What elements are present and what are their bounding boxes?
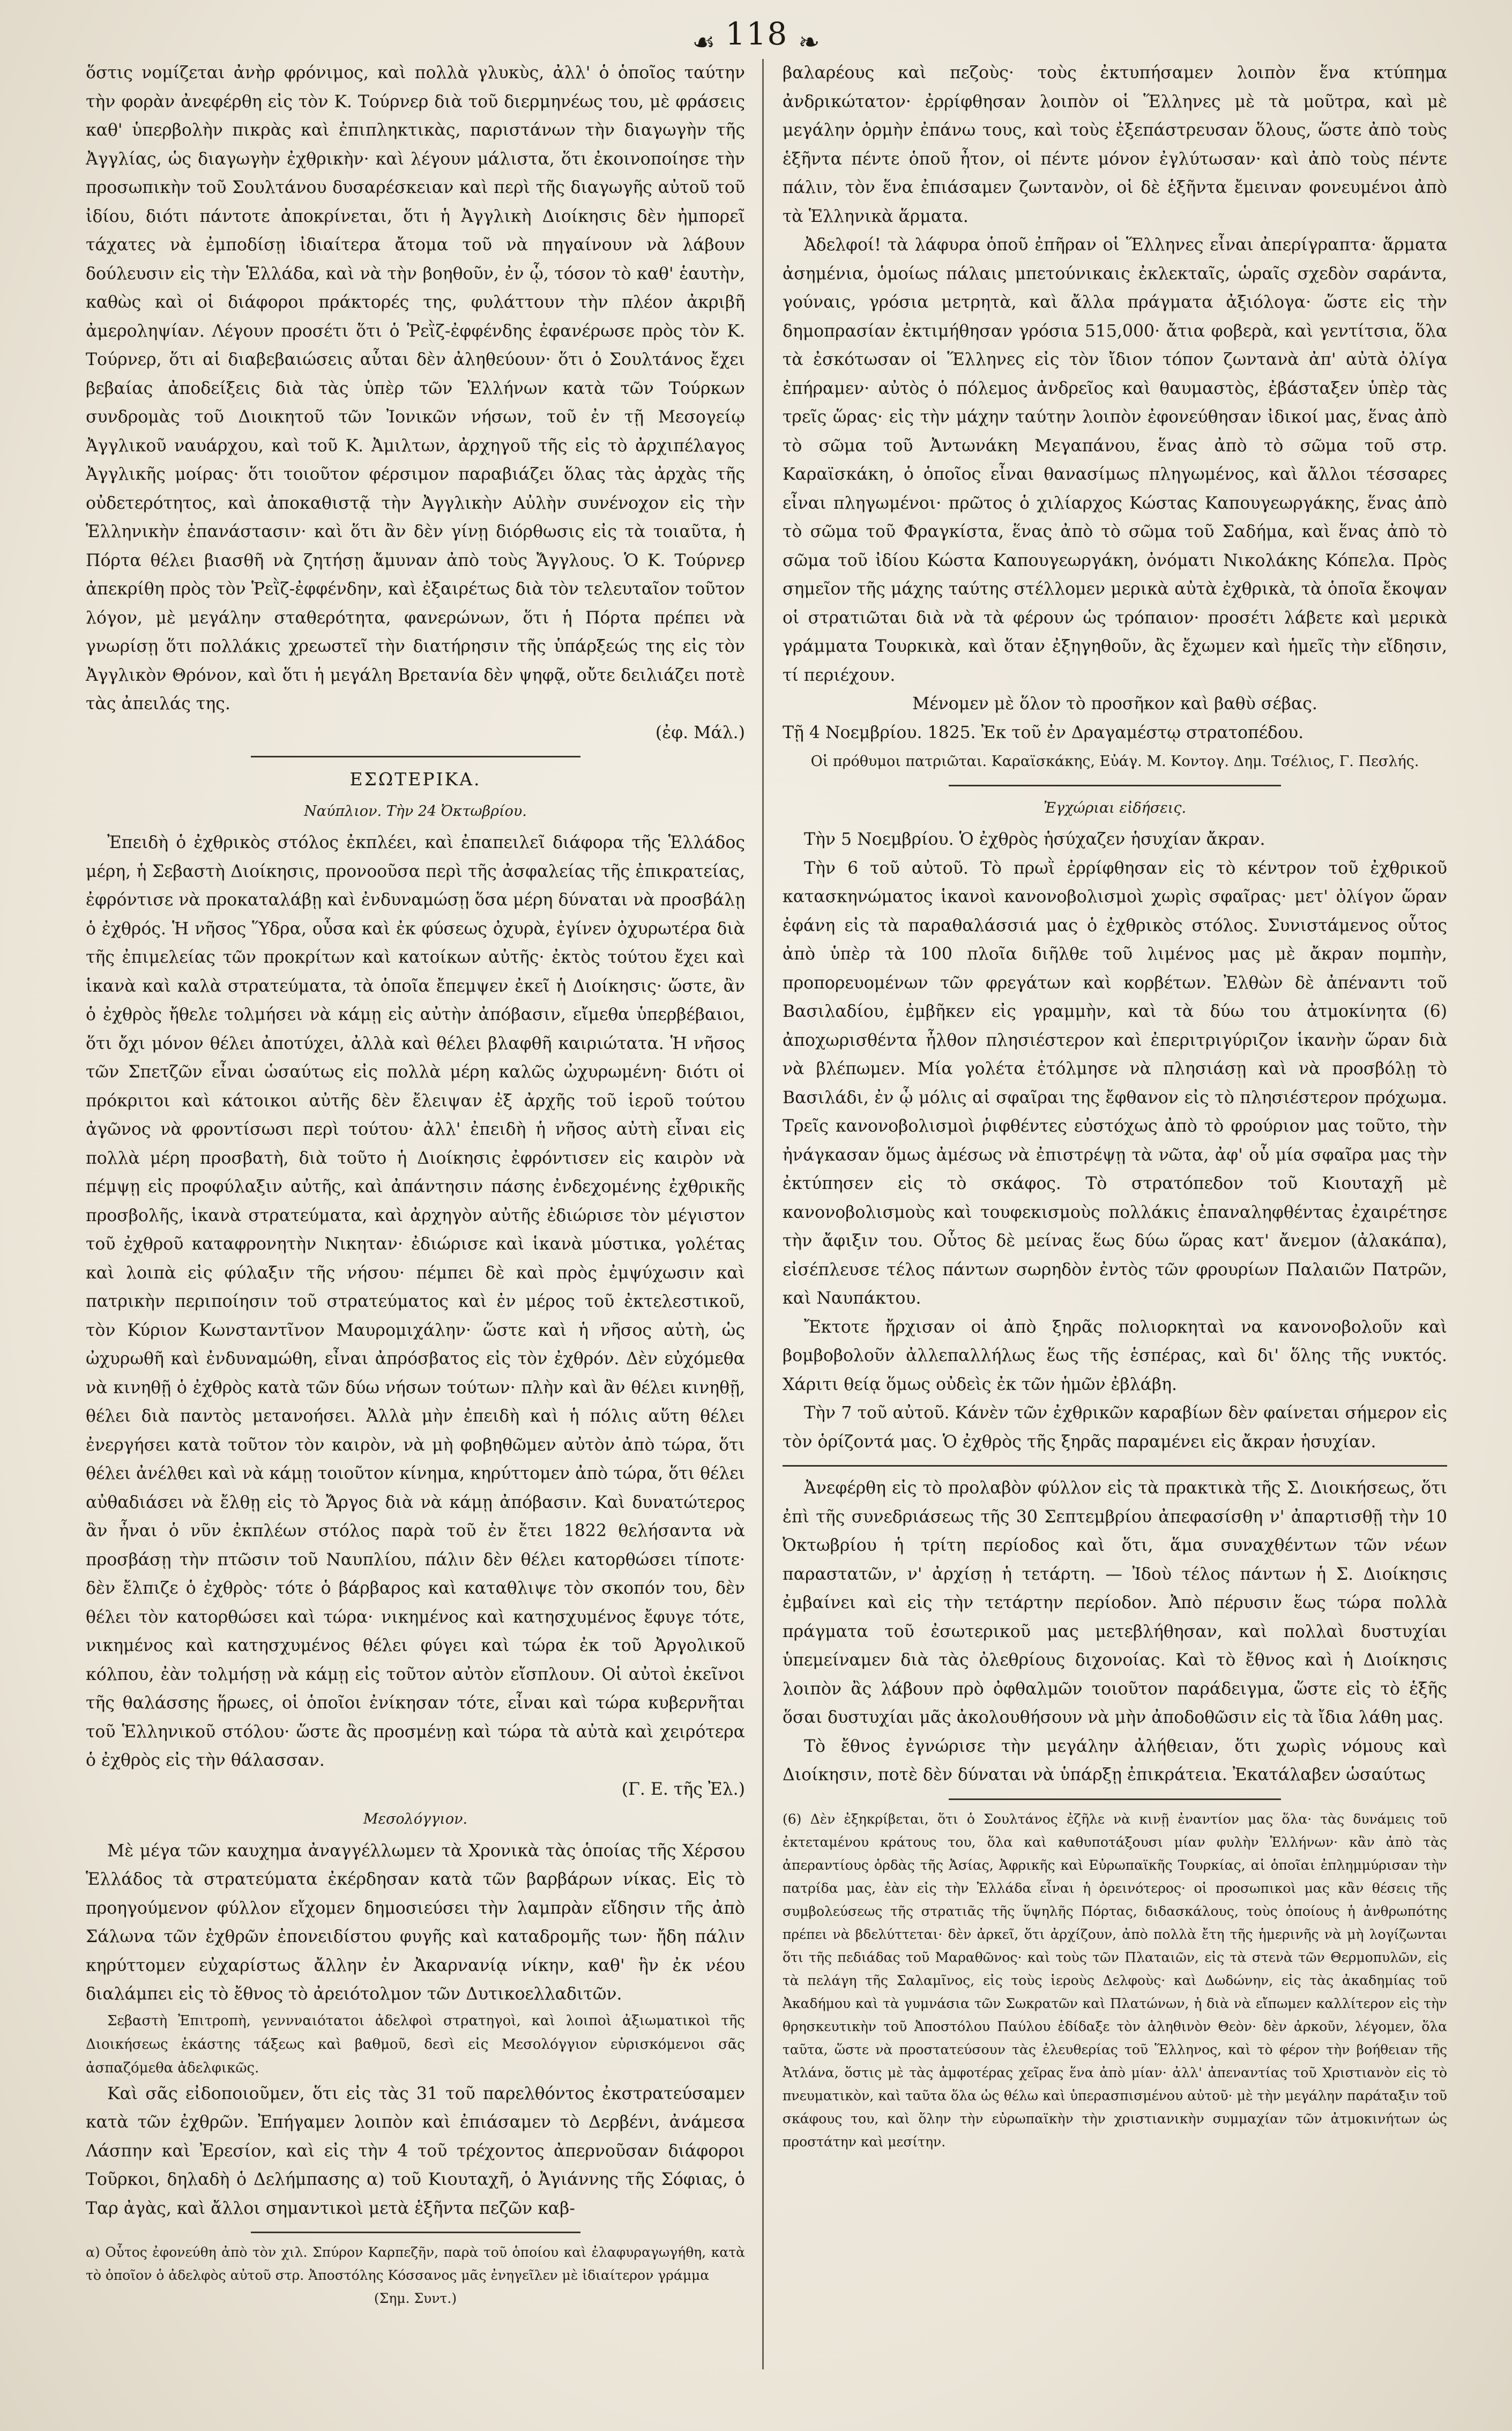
news-nov-7: Τὴν 7 τοῦ αὐτοῦ. Κάνὲν τῶν ἐχθρικῶν καραβίων δὲν φαίνεται σήμερον εἰς τὸν ὁρίζοντά μας. Ὁ ἐχθρὸς τῆς ξηρᾶς παραμένει εἰς ἄκραν ἡσυχίαν.: [783, 1403, 1447, 1452]
footnote-a: α) Οὗτος ἐφονεύθη ἀπὸ τὸν χιλ. Σπύρον Καρπεζῆν, παρὰ τοῦ ὁποίου καὶ ἐλαφυραγωγήθη, κατὰ τὸ ὁποῖον ὁ ἀδελφὸς αὐτοῦ στρ. Ἀποστόλης Κόσσανος μᾶς ἐνηγεῖλεν μὲ ἰδιαίτερον γράμμα: [86, 2244, 745, 2283]
left-ornament-icon: ☙: [692, 27, 716, 57]
dateline-nafplio: Ναύπλιον. Τὴν 24 Ὀκτωβρίου.: [304, 802, 527, 820]
section-title-interior: ΕΣΩΤΕΡΙΚΑ.: [349, 769, 481, 790]
page-number: 118: [725, 16, 788, 52]
letter-continued-text: βαλαρέους καὶ πεζοὺς· τοὺς ἐκτυπήσαμεν λοιπὸν ἕνα κτύπημα ἀνδρικώτατον· ἐρρίφθησαν λοιπὸν οἱ Ἕλληνες μὲ τὰ μοῦτρα, καὶ μὲ μεγάλην ὁρμὴν ἐπάνω τους, καὶ τοὺς ἐξεπάστρευσαν ὅλους, ὥστε ἀπὸ τοὺς ἑξῆντα πέντε ὁποῦ ἦτον, οἱ πέντε μόνον ἐγλύτωσαν· καὶ ἀπὸ τοὺς πέντε πάλιν, τὸν ἕνα ἐπιάσαμεν ζωντανὸν, οἱ δὲ ἑξῆντα ἔμειναν φονευμένοι ἀπὸ τὰ Ἑλληνικὰ ἅρματα.: [783, 63, 1447, 226]
source-signature: (ἐφ. Μάλ.): [655, 723, 745, 742]
footnote-divider: [949, 1798, 1281, 1800]
article-nafplio-text: Ἐπειδὴ ὁ ἐχθρικὸς στόλος ἐκπλέει, καὶ ἐπαπειλεῖ διάφορα τῆς Ἑλλάδος μέρη, ἡ Σεβαστὴ Διοίκησις, προνοοῦσα περὶ τῆς ἀσφαλείας τῆς ἐπικρατείας, ἐφρόντισε νὰ προκαταλάβῃ καὶ ἐνδυναμώσῃ ὅσα μέρη δύναται νὰ προσβάλῃ ὁ ἐχθρός. Ἡ νῆσος Ὕδρα, οὖσα καὶ ἐκ φύσεως ὀχυρὰ, ἐγίνεν ὀχυρωτέρα διὰ τῆς ἐπιμελείας τῶν προκρίτων καὶ κατοίκων αὐτῆς· ἐκτὸς τούτου ἔχει καὶ ἱκανὰ καὶ καλὰ στρατεύματα, τὰ ὁποῖα ἔπεμψεν ἐκεῖ ἡ Διοίκησις· ὥστε, ἂν ὁ ἐχθρὸς ἤθελε τολμήσει νὰ κάμῃ εἰς αὐτὴν ἀπόβασιν, εἴμεθα ὑπερβέβαιοι, ὅτι ὄχι μόνον θέλει ἀποτύχει, ἀλλὰ καὶ θέλει βλαφθῆ καιριώτατα. Ἡ νῆσος τῶν Σπετζῶν εἶναι ὡσαύτως εἰς πολλὰ μέρη καλῶς ὠχυρωμένη· διότι οἱ πρόκριτοι καὶ κάτοικοι αὐτῆς δὲν ἔλειψαν ἐξ ἀρχῆς τοῦ ἱεροῦ τούτου ἀγῶνος νὰ φροντίσωσι περὶ τούτου· ἀλλ' ἐπειδὴ ἡ νῆσος αὐτὴ εἶναι εἰς πολλὰ μέρη προσβατὴ, διὰ τοῦτο ἡ Διοίκησις ἐφρόντισεν εἰς καιρὸν νὰ πέμψῃ εἰς προφύλαξιν αὐτῆς, καὶ ἀπάντησιν πάσης ἐνδεχομένης ἐχθρικῆς προσβολῆς, ἱκανὰ στρατεύματα, καὶ ἀρχηγὸν αὐτῆς ἐδιώρισε τὸν μέγιστον τοῦ ἐχθροῦ καταφρονητὴν Νικηταν· ἐδιώρισε καὶ ἱκανὰ μύστικα, γολέτας καὶ λοιπὰ εἰς φύλαξιν τῆς νήσου· πέμπει δὲ καὶ πρὸς ἐμψύχωσιν καὶ πατρικὴν περιποίησιν τοῦ στρατεύματος καὶ ἐν μέρος τοῦ ἐκτελεστικοῦ, τὸν Κύριον Κωνσταντῖνον Μαυρομιχάλην· ὥστε καὶ ἡ νῆσος αὐτὴ, ὡς ὠχυρωθῆ καὶ ἐνδυναμώθη, εἶναι ἀπρόσβατος εἰς τὸν ἐχθρόν. Δὲν εὐχόμεθα νὰ κινηθῇ ὁ ἐχθρὸς κατὰ τῶν δύω νήσων τούτων· πλὴν καὶ ἂν θέλει κινηθῇ, θέλει διὰ παντὸς μετανοήσει. Ἀλλὰ μὴν ἐπειδὴ καὶ ἡ πόλις αὕτη θέλει ἐνεργήσει κατὰ τοῦτον τὸν καιρὸν, νὰ μὴ φοβηθῶμεν αὐτὸν ἀπὸ τώρα, ὅτι θέλει ἀνέλθει καὶ νὰ κάμῃ τοιοῦτον κίνημα, κηρύττομεν ἀπὸ τώρα, ὅτι θέλει αὐθαδιάσει νὰ ἔλθῃ εἰς τὸ Ἄργος διὰ νὰ κάμῃ ἀπόβασιν. Καὶ δυνατώτερος ἂν ἦναι ὁ νῦν ἐκπλέων στόλος παρὰ τοῦ ἐν ἔτει 1822 θελήσαντα νὰ προσβάσῃ τὴν πτῶσιν τοῦ Ναυπλίου, πάλιν δὲν θέλει κατορθώσει τίποτε· δὲν ἔλπιζε ὁ ἐχθρὸς· τότε ὁ βάρβαρος καὶ καταθλιψε τὸν σκοπόν του, δὲν θέλει τὸν κατορθώσει καὶ τώρα· νικημένος καὶ κατησχυμένος ἔφυγε τότε, νικημένος καὶ κατησχυμένος θέλει φύγει καὶ τώρα ἐκ τοῦ Ἀργολικοῦ κόλπου, ἐὰν τολμήσῃ νὰ κάμῃ εἰς τοῦτον αὐτὸν εἴσπλουν. Οἱ αὐτοὶ ἐκεῖνοι τῆς θαλάσσης ἥρωες, οἱ ὁποῖοι ἐνίκησαν τότε, εἶναι καὶ τώρα κυβερνῆται τοῦ Ἑλληνικοῦ στόλου· ὥστε ἂς προσμένῃ καὶ τώρα τὰ αὐτὰ καὶ χειρότερα ὁ ἐχθρὸς εἰς τὴν θάλασσαν.: [86, 833, 745, 1770]
letter-signatories: Οἱ πρόθυμοι πατριῶται. Καραϊσκάκης, Εὐάγ. Μ. Κοντογ. Δημ. Τσέλιος, Γ. Πεσλής.: [810, 753, 1419, 770]
footnote-6: (6) Δὲν ἐξηκρίβεται, ὅτι ὁ Σουλτάνος ἐζῆλε νὰ κινῇ ἐναντίον μας ὅλα· τὰς δυνάμεις τοῦ ἐκτεταμένου κράτους του, ὅλα καὶ καθυποτάξουσι μίαν φυλὴν Ἑλλήνων· κἂν ἀπὸ τὰς ἀπεραντίους ὁρδὰς τῆς Ἀσίας, Ἀφρικῆς καὶ Εὐρωπαϊκῆς Τουρκίας, αἱ ὁποῖαι ἐπλημμύρισαν τὴν πατρίδα μας, ἐὰν εἰς τὴν Ἑλλάδα εἶναι ἡ ὀρεινότερος· οἱ προσωπικοὶ μας κἂν θέσεις τῆς συμβολεύσεως τῆς στρατιᾶς τῆς ὕψηλῆς Πόρτας, διδασκάλους, τοὺς ὁποίους ἡ ἀνθρωπότης πρέπει νὰ βδελύττεται· δὲν ἀρκεῖ, ὅτι ἀρχίζουν, ἀπὸ πολλὰ ἔτη τῆς ἡμερινῆς νὰ μὴ λογίζωνται ὅτι τῆς πεδιάδας τοῦ Μαραθῶνος· καὶ τοὺς τῶν Πλαταιῶν, εἰς τὰ στενὰ τῶν Θερμοπυλῶν, εἰς τὰ πελάγη τῆς Σαλαμῖνος, εἰς τοὺς ἱεροὺς Δελφοὺς· καὶ Δωδώνην, εἰς τὰς ἀκαδημίας τοῦ Ἀκαδήμου καὶ τὰ γυμνάσια τῶν Σωκρατῶν καὶ Πλατώνων, ἡ διὰ νὰ εἴπωμεν καλλίτερον εἰς τὴν θρησκευτικὴν τοῦ Ἀποστόλου Παύλου ἐδίδαξε τὸν ἀληθινὸν Θεὸν· δὲν ἀρκοῦν, λέγομεν, ὅλα ταῦτα, ὥστε νὰ προστατεύσουν τὰς ἐλευθερίας τοῦ Ἕλληνος, καὶ τὸ φέρον τὴν βοήθειαν τῆς Ἀτλάνα, ὅστις μὲ τὰς ἀμφοτέρας χεῖρας ἕνα ἀπὸ μίαν· ἀλλ' ἀπεναντίας τοῦ Χριστιανὸν εἰς τὸ πνευματικὸν, καὶ ταῦτα ὅλα ὡς θέλω καὶ ὑπερασπισμένου αὐτοῦ· μὲ τὴν μεγάλην παράταξιν τοῦ σκάφους του, καὶ ὅλην τὴν εὐρωπαϊκὴν τὴν χριστιανικὴν συμμαχίαν τῶν ἀτμοκινήτων ὡς προστάτην καὶ μεσίτην.: [783, 1811, 1447, 2150]
source-signature: (Γ. Ε. τῆς Ἐλ.): [621, 1779, 745, 1799]
letter-text: Καὶ σᾶς εἰδοποιοῦμεν, ὅτι εἰς τὰς 31 τοῦ παρελθόντος ἐκστρατεύσαμεν κατὰ τῶν ἐχθρῶν. Ἐπήγαμεν λοιπὸν καὶ ἐπιάσαμεν τὸ Δερβένι, ἀνάμεσα Λάσπην καὶ Ἐρεσίον, καὶ εἰς τὴν 4 τοῦ τρέχοντος ἀπερνοῦσαν διάφοροι Τοῦρκοι, δηλαδὴ ὁ Δελήμπασης α) τοῦ Κιουταχῆ, ὁ Ἀγιάννης τῆς Σόφιας, ὁ Ταρ ἀγὰς, καὶ ἄλλοι σημαντικοὶ μετὰ ἑξῆντα πεζῶν καβ-: [86, 2084, 745, 2218]
page-header: [0, 10, 1512, 58]
news-nov-6: Τὴν 6 τοῦ αὐτοῦ. Τὸ πρωῒ ἐρρίφθησαν εἰς τὸ κέντρον τοῦ ἐχθρικοῦ κατασκηνώματος ἱκανοὶ κανονοβολισμοὶ χωρὶς σφαῖρας· μετ' ὀλίγον ὥραν ἐφάνη εἰς τὰ παραθαλάσσιά μας ὁ ἐχθρικὸς στόλος. Συνιστάμενος οὗτος ἀπὸ ὑπὲρ τὰ 100 πλοῖα διῆλθε τοῦ λιμένος μας μὲ ἄκραν πομπὴν, προπορευομένων τῶν φρεγάτων καὶ κορβέτων. Ἐλθὼν δὲ ἀπέναντι τοῦ Βασιλαδίου, ἐμβῆκεν εἰς γραμμὴν, καὶ τὰ δύω του ἀτμοκίνητα (6) ἀποχωρισθέντα ἦλθον πλησιέστερον καὶ ἐπεριτριγύριζον ἱκανὴν ὥραν διὰ νὰ βλέπωμεν. Μία γολέτα ἐτόλμησε νὰ πλησιάσῃ καὶ νὰ προσβόλῃ τὸ Βασιλάδι, ἐν ᾧ μόλις αἱ σφαῖραι της ἔφθανον εἰς τὸ πλησιέστερον πρόχωμα. Τρεῖς κανονοβολισμοὶ ῥιφθέντες εὐστόχως ἀπὸ τὸ φρούριον μας τοῦτο, τὴν ἠνάγκασαν ὅμως ἀμέσως νὰ ἐπιστρέψῃ τὰ νῶτα, ἀφ' οὗ μία σφαῖρα μας τὴν ἐκτύπησεν εἰς τὸ σκάφος. Τὸ στρατόπεδον τοῦ Κιουταχῆ μὲ κανονοβολισμοὺς καὶ τουφεκισμοὺς πολλάκις ἐπαναληφθέντας ἐχαιρέτησε τὴν ἄφιξιν του. Οὗτος δὲ μείνας ἕως δύω ὥρας κατ' ἄνεμον (ἀλακάπα), εἰσέπλευσε τέλος πάντων σωρηδὸν ἐντὸς τῶν φρουρίων Παλαιῶν Πατρῶν, καὶ Ναυπάκτου.: [783, 858, 1447, 1308]
left-column: [86, 59, 745, 2310]
letter-closing: Μένομεν μὲ ὅλον τὸ προσῆκον καὶ βαθὺ σέβας.: [912, 694, 1317, 713]
letter-signoff-date: Τῇ 4 Νοεμβρίου. 1825. Ἐκ τοῦ ἐν Δραγαμέστῳ στρατοπέδου.: [783, 723, 1304, 742]
news-bombardment: Ἔκτοτε ἤρχισαν οἱ ἀπὸ ξηρᾶς πολιορκηταὶ να κανονοβολοῦν καὶ βομβοβολοῦν ἀλλεπαλλήλως ἕως τῆς ἑσπέρας, καὶ δι' ὅλης τῆς νυκτός. Χάριτι θείᾳ ὅμως οὐδεὶς ἐκ τῶν ἡμῶν ἐβλάβη.: [783, 1317, 1447, 1394]
footnote-a-signature: (Σημ. Συντ.): [374, 2291, 457, 2306]
article-foreign-text: ὅστις νομίζεται ἀνὴρ φρόνιμος, καὶ πολλὰ γλυκὺς, ἀλλ' ὁ ὁποῖος ταύτην τὴν φορὰν ἀνεφέρθη εἰς τὸν Κ. Τούρνερ διὰ τοῦ διερμηνέως του, μὲ φράσεις καθ' ὑπερβολὴν πικρὰς καὶ ἐπιπληκτικὰς, παριστάνων τὴν διαγωγὴν τῆς Ἀγγλίας, ὡς διαγωγὴν ἐχθρικὴν· καὶ λέγουν μάλιστα, ὅτι ἐκοινοποίησε τὴν προσωπικὴν τοῦ Σουλτάνου δυσαρέσκειαν καὶ περὶ τῆς διαγωγῆς αὐτοῦ τοῦ ἰδίου, διότι πάντοτε ἀποκρίνεται, ὅτι ἡ Ἀγγλικὴ Διοίκησις δὲν ἠμπορεῖ τάχατες νὰ ἐμποδίσῃ ἰδιαίτερα ἄτομα τοῦ νὰ πηγαίνουν νὰ λάβουν δούλευσιν εἰς τὴν Ἑλλάδα, καὶ νὰ τὴν βοηθοῦν, ἐν ᾧ, τόσον τὸ καθ' ἑαυτὴν, καθὼς καὶ οἱ διάφοροι πράκτορές της, φυλάττουν τὴν πλέον ἀκριβῆ ἀμεροληψίαν. Λέγουν προσέτι ὅτι ὁ Ῥεῒζ-ἐφφένδης ἐφανέρωσε πρὸς τὸν Κ. Τούρνερ, ὅτι αἱ διαβεβαιώσεις αὗται δὲν ἀληθεύουν· ὅτι ὁ Σουλτάνος ἔχει βεβαίας ἀποδείξεις διὰ τὰς ὑπὲρ τῶν Ἑλλήνων κατὰ τῶν Τούρκων συνδρομὰς τοῦ Διοικητοῦ τῶν Ἰονικῶν νήσων, τοῦ ἐν τῇ Μεσογείῳ Ἀγγλικοῦ ναυάρχου, καὶ τοῦ Κ. Ἀμιλτων, ἀρχηγοῦ τῆς εἰς τὸ ἀρχιπέλαγος Ἀγγλικῆς μοίρας· ὅτι τοιοῦτον φέρσιμον παραβιάζει ὅλας τὰς ἀρχὰς τῆς οὐδετερότητος, καὶ ἀποκαθιστᾷ τὴν Ἀγγλικὴν Αὐλὴν συνένοχον εἰς τὴν Ἑλληνικὴν ἐπανάστασιν· καὶ ὅτι ἂν δὲν γίνῃ διόρθωσις εἰς τὰ τοιαῦτα, ἡ Πόρτα θέλει βιασθῆ νὰ ζητήσῃ ἄμυναν ἀπὸ τοὺς Ἄγγλους. Ὁ Κ. Τούρνερ ἀπεκρίθη πρὸς τὸν Ῥεῒζ-ἐφφένδην, καὶ ἐξαιρέτως διὰ τὸν τελευταῖον τοῦτον λόγον, μὲ μεγάλην σταθερότητα, φανερώνων, ὅτι ἡ Πόρτα πρέπει νὰ γνωρίσῃ ὅτι πολλάκις χρεωστεῖ τὴν διατήρησιν τῆς ὑπάρξεώς της εἰς τὸν Ἀγγλικὸν Θρόνον, καὶ ὅτι ἡ μεγάλη Βρετανία δὲν ψηφᾷ, οὔτε δειλιάζει ποτὲ τὰς ἀπειλάς της.: [86, 63, 745, 713]
section-divider: [251, 756, 580, 757]
letter-spoils-text: Ἀδελφοί! τὰ λάφυρα ὁποῦ ἐπῆραν οἱ Ἕλληνες εἶναι ἀπερίγραπτα· ἅρματα ἀσημένια, ὁμοίως πάλαις μπετούνικαις ἐκλεκταῖς, ὡραῖς σχεδὸν σαράντα, γούναις, γρόσια μετρητὰ, καὶ ἄλλα πράγματα ἀξιόλογα· ὥστε εἰς τὴν δημοπρασίαν ἐκτιμήθησαν γρόσια 515,000· ἄτια φοβερὰ, καὶ γεντίτσια, ὅλα τὰ ἐσκότωσαν οἱ Ἕλληνες εἰς τὸν ἴδιον τόπον ζωντανὰ ἀπ' αὐτὰ ὀλίγα ἐπήραμεν· αὐτὸς ὁ πόλεμος ἀνδρεῖος καὶ θαυμαστὸς, ἐβάσταξεν ὑπὲρ τὰς τρεῖς ὥρας· εἰς τὴν μάχην ταύτην λοιπὸν ἐφονεύθησαν ἰδικοί μας, ἕνας ἀπὸ τὸ σῶμα τοῦ Ἀντωνάκη Μεγαπάνου, ἕνας ἀπὸ τὸ σῶμα τοῦ στρ. Καραϊσκάκη, ὁ ὁποῖος εἶναι θανασίμως πληγωμένος, καὶ ἄλλοι τέσσαρες εἶναι πληγωμένοι· πρῶτος ὁ χιλίαρχος Κώστας Καπουγεωργάκης, ἕνας ἀπὸ τὸ σῶμα τοῦ Φραγκίστα, ἕνας ἀπὸ τὸ σῶμα τοῦ Σαδήμα, καὶ ἕνας ἀπὸ τὸ σῶμα τοῦ ἰδίου Κώστα Καπουγεωργάκη, ὀνόματι Νικολάκης Κόπελα. Πρὸς σημεῖον τῆς μάχης ταύτης στέλλομεν μερικὰ αὐτὰ ἐχθρικὰ, τὰ ὁποῖα ἔκοψαν οἱ στρατιῶται διὰ νὰ τὰ φέρουν ὡς τρόπαιον· προσέτι λάβετε καὶ μερικὰ γράμματα Τουρκικὰ, καὶ ὅταν ἐξηγηθοῦν, ἂς ἔχωμεν καὶ ἡμεῖς τὴν εἴδησιν, τί περιέχουν.: [783, 235, 1447, 685]
section-title-local-news: Ἐγχώριαι εἰδήσεις.: [1043, 799, 1187, 816]
section-divider: [783, 1465, 1447, 1467]
dateline-mesolongi: Μεσολόγγιον.: [363, 1811, 468, 1827]
article-nation: Τὸ ἔθνος ἐγνώρισε τὴν μεγάλην ἀλήθειαν, ὅτι χωρὶς νόμους καὶ Διοίκησιν, ποτὲ δὲν δύναται νὰ ὑπάρξῃ ἐπικράτεια. Ἐκατάλαβεν ὡσαύτως: [783, 1736, 1447, 1785]
article-mesolongi-text: Μὲ μέγα τῶν καυχημα ἀναγγέλλωμεν τὰ Χρονικὰ τὰς ὁποίας τῆς Χέρσου Ἑλλάδος τὰ στρατεύματα ἐκέρδησαν κατὰ τῶν βαρβάρων νίκας. Εἰς τὸ προηγούμενον φύλλον εἴχομεν δημοσιεύσει τὴν λαμπρὰν εἴδησιν τῆς ἀπὸ Σάλωνα τῶν ἐχθρῶν ἐπονειδίστου φυγῆς καὶ καταδρομῆς των· ἤδη πάλιν κηρύττομεν εὐχαρίστως ἄλλην ἐν Ἀκαρνανίᾳ νίκην, καθ' ἣν ἐκ νέου διαλάμπει εἰς τὸ ἔθνος τὸ ἀρειότολμον τῶν Δυτικοελλαδιτῶν.: [86, 1841, 745, 2004]
right-ornament-icon: ❧: [798, 27, 820, 57]
news-nov-5: Τὴν 5 Νοεμβρίου. Ὁ ἐχθρὸς ἡσύχαζεν ἡσυχίαν ἄκραν.: [804, 830, 1265, 849]
column-divider: [762, 59, 764, 2369]
letter-salutation: Σεβαστὴ Ἐπιτροπὴ, γεννναιότατοι ἀδελφοὶ στρατηγοὶ, καὶ λοιποὶ ἀξιωματικοὶ τῆς Διοικήσεως ἑκάστης τάξεως καὶ βαθμοῦ, δεσὶ εἰς Μεσολόγγιον εὑρισκόμενοι σᾶς ἀσπαζόμεθα ἀδελφικῶς.: [86, 2012, 745, 2076]
footnote-divider: [251, 2232, 580, 2233]
section-divider: [949, 785, 1281, 786]
article-administration: Ἀνεφέρθη εἰς τὸ προλαβὸν φύλλον εἰς τὰ πρακτικὰ τῆς Σ. Διοικήσεως, ὅτι ἐπὶ τῆς συνεδριάσεως τῆς 30 Σεπτεμβρίου ἀπεφασίσθη ν' ἀπαρτισθῇ τὴν 10 Ὀκτωβρίου ἡ τρίτη περίοδος καὶ ὅτι, ἅμα συναχθέντων τῶν νέων παραστατῶν, ν' ἀρχίσῃ ἡ τετάρτη. — Ἰδοὺ τέλος πάντων ἡ Σ. Διοίκησις ἐμβαίνει καὶ εἰς τὴν τετάρτην περίοδον. Ἀπὸ πέρυσιν ἕως τώρα πολλὰ πράγματα τοῦ ἐσωτερικοῦ μας μετεβλήθησαν, καὶ πολλαὶ δυστυχίαι ὑπεμείναμεν διὰ τὰς ὀλεθρίους διχονοίας. Καὶ τὸ ἔθνος καὶ ἡ Διοίκησις λοιπὸν ἂς λάβουν πρὸ ὀφθαλμῶν τοιοῦτον παράδειγμα, ὥστε εἰς τὸ ἑξῆς ὅσαι δυστυχίαι μᾶς ἀκολουθήσουν νὰ μὴν ἀποδοθῶσιν εἰς τὰ ἴδια λάθη μας.: [783, 1478, 1447, 1727]
right-column: [783, 59, 1447, 2153]
